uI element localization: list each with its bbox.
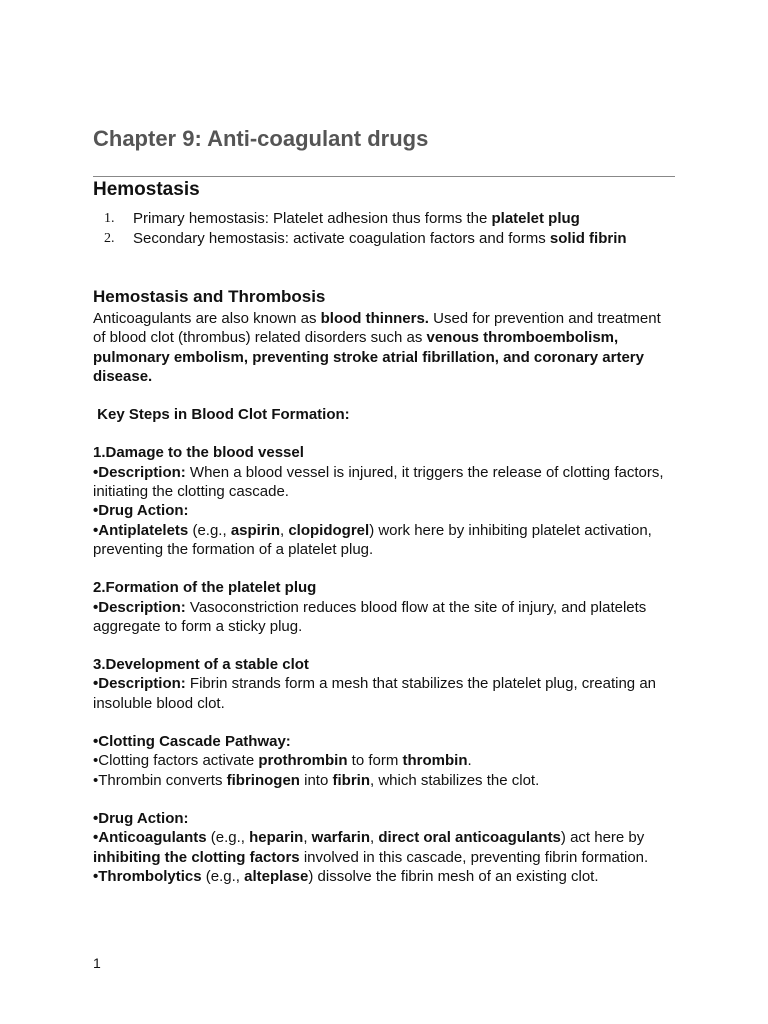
- step2-title: [93, 578, 673, 597]
- step3-description: [93, 674, 673, 713]
- antiplatelets-text: ) work here by inhibiting platelet activation, preventing the formation of a platelet plug.: [93, 521, 652, 558]
- eg-text: (e.g.,: [201, 867, 245, 885]
- list-text-bold: platelet plug: [491, 210, 580, 227]
- thrombolytics-line: [93, 867, 673, 886]
- list-text-plain: Primary hemostasis: Platelet adhesion thus forms the: [133, 210, 492, 227]
- list-number: 1.: [104, 211, 115, 226]
- cascade-text: •Thrombin converts: [93, 771, 227, 789]
- cascade-text: to form: [347, 752, 403, 770]
- step3-title: [93, 655, 673, 674]
- cascade-line-1: [93, 751, 673, 770]
- list-text: [133, 229, 664, 249]
- eg-text: (e.g.,: [206, 829, 250, 847]
- separator: ,: [370, 829, 379, 847]
- step1-antiplatelets: [93, 521, 673, 560]
- cascade-title: [93, 732, 673, 751]
- drug-name: direct oral anticoagulants: [378, 829, 561, 847]
- eg-text: (e.g.,: [188, 521, 231, 539]
- drug-action-title: [93, 809, 673, 828]
- anticoagulants-bold: inhibiting the clotting factors: [93, 848, 300, 866]
- step-title-text: 1.Damage to the blood vessel: [93, 444, 304, 462]
- title-divider: [93, 176, 675, 177]
- page-number: 1: [93, 955, 101, 971]
- anticoagulants-line: [93, 828, 673, 867]
- step-title-text: 2.Formation of the platelet plug: [93, 579, 317, 597]
- description-text: Fibrin strands form a mesh that stabilizes the platelet plug, creating an insoluble blood clot.: [93, 675, 657, 712]
- step1-title: [93, 443, 673, 462]
- step-title-text: 3.Development of a stable clot: [93, 656, 309, 674]
- intro-text: Used for prevention and treatment of blood clot (thrombus) related disorders such as: [93, 310, 661, 347]
- key-steps-heading-text: Key Steps in Blood Clot Formation:: [93, 406, 350, 424]
- thrombosis-intro: [93, 309, 673, 386]
- step2-description: [93, 598, 673, 637]
- cascade-bold: fibrin: [332, 771, 370, 789]
- antiplatelets-label: •Antiplatelets: [93, 521, 189, 539]
- cascade-bold: fibrinogen: [226, 771, 300, 789]
- description-label: •Description:: [93, 675, 186, 693]
- drug-name: alteplase: [244, 867, 309, 885]
- body-text: [93, 309, 673, 886]
- intro-bold: venous thromboembolism, pulmonary embolism, preventing stroke atrial fibrillation, and coronary artery disease.: [93, 329, 644, 385]
- description-text: When a blood vessel is injured, it triggers the release of clotting factors, initiating the clotting cascade.: [93, 463, 664, 501]
- cascade-title-text: •Clotting Cascade Pathway:: [93, 733, 291, 751]
- list-item: [104, 229, 664, 249]
- separator: ,: [303, 829, 312, 847]
- step1-drug-action: [93, 501, 673, 520]
- anticoagulants-label: •Anticoagulants: [93, 829, 207, 847]
- list-text-bold: solid fibrin: [549, 230, 627, 247]
- key-steps-heading: [93, 405, 673, 424]
- description-text: Vasoconstriction reduces blood flow at the site of injury, and platelets aggregate to form a sticky plug.: [93, 598, 647, 635]
- cascade-text: •Clotting factors activate: [93, 752, 259, 770]
- hemostasis-list: [104, 209, 664, 249]
- cascade-text: into: [299, 771, 333, 789]
- list-number: 2.: [104, 231, 115, 246]
- chapter-title: Chapter 9: Anti-coagulant drugs: [93, 126, 429, 151]
- anticoagulants-text: ) act here by: [560, 829, 645, 847]
- intro-text: Anticoagulants are also known as: [93, 310, 321, 327]
- cascade-text: , which stabilizes the clot.: [370, 771, 540, 789]
- cascade-text: .: [467, 752, 472, 770]
- drug-action-label: •Drug Action:: [93, 502, 189, 520]
- description-label: •Description:: [93, 598, 186, 616]
- list-item: [104, 209, 664, 229]
- drug-name: heparin: [249, 829, 304, 847]
- separator: ,: [280, 521, 289, 539]
- hemostasis-heading: Hemostasis: [93, 179, 200, 200]
- cascade-bold: thrombin: [402, 752, 468, 770]
- cascade-line-2: [93, 771, 673, 790]
- drug-action-title-text: •Drug Action:: [93, 809, 189, 827]
- list-text-plain: Secondary hemostasis: activate coagulation factors and forms: [133, 230, 550, 247]
- drug-name: aspirin: [230, 521, 280, 539]
- step1-description: [93, 463, 673, 502]
- intro-bold: blood thinners.: [320, 310, 429, 327]
- description-label: •Description:: [93, 463, 186, 481]
- anticoagulants-text: involved in this cascade, preventing fibrin formation.: [299, 848, 649, 866]
- cascade-bold: prothrombin: [258, 752, 348, 770]
- list-text: [133, 209, 664, 229]
- thrombolytics-label: •Thrombolytics: [93, 867, 202, 885]
- drug-name: warfarin: [311, 829, 371, 847]
- thrombosis-heading: Hemostasis and Thrombosis: [93, 287, 326, 306]
- thrombolytics-text: ) dissolve the fibrin mesh of an existing clot.: [308, 867, 599, 885]
- drug-name: clopidogrel: [288, 521, 370, 539]
